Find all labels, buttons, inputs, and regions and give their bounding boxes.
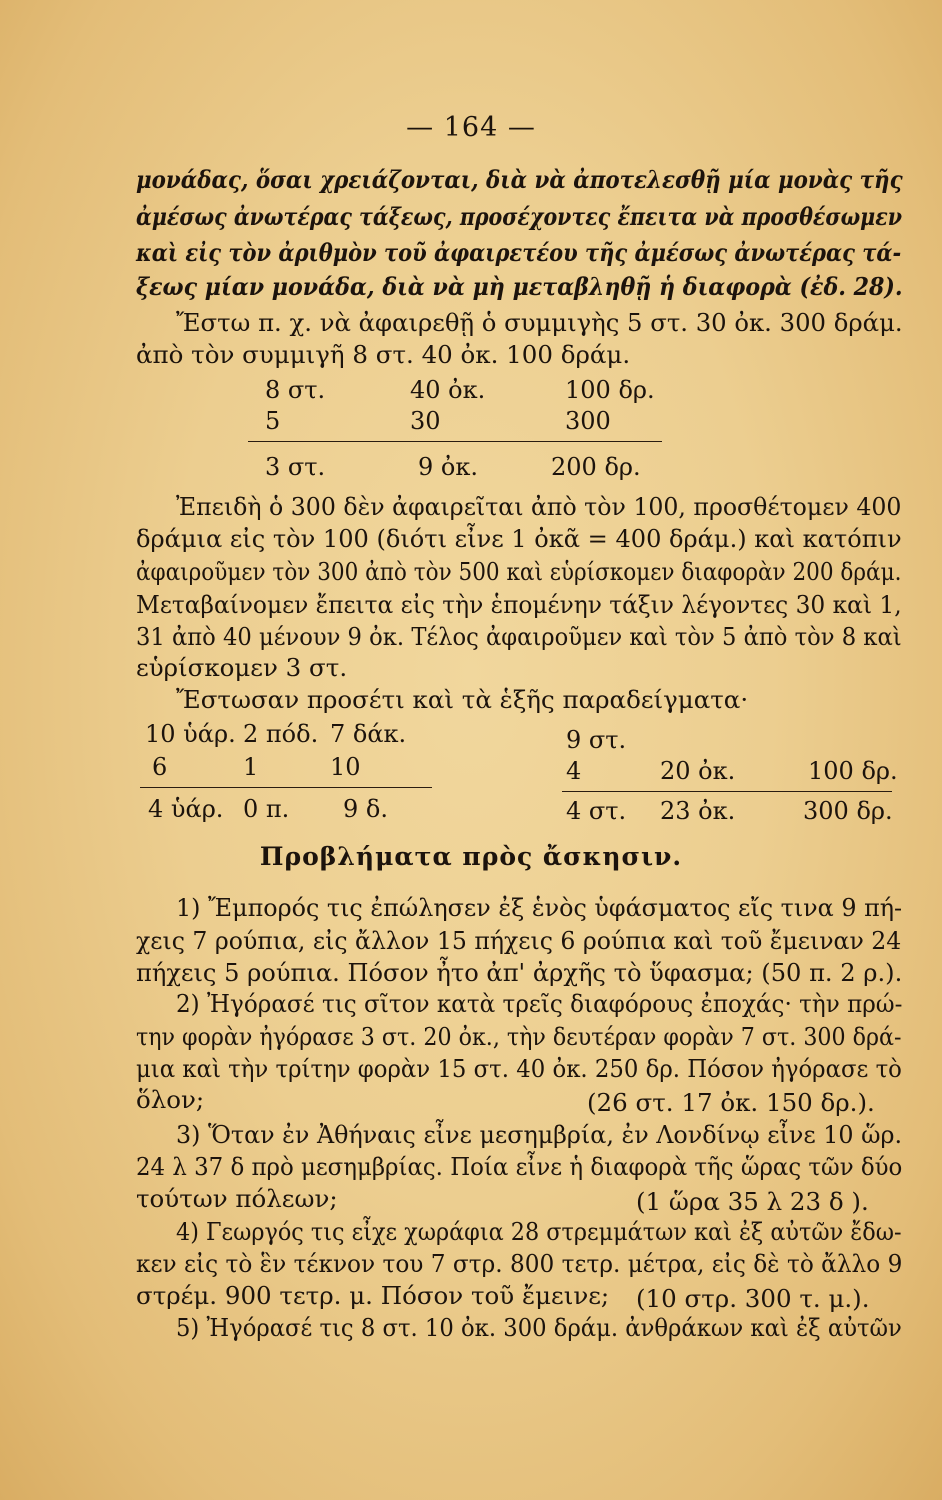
text-line: μονάδας, ὅσαι χρειάζονται, διὰ νὰ ἀποτελεσθῇ μία μονὰς τῆς <box>136 165 903 194</box>
table-cell: 100 δρ. <box>565 376 655 404</box>
table-cell: 6 <box>152 753 168 781</box>
text-line: ἀφαιροῦμεν τὸν 300 ἀπὸ τὸν 500 καὶ εὑρίσκομεν διαφορὰν 200 δράμ. <box>136 557 902 586</box>
table-cell: 23 ὀκ. <box>660 797 736 825</box>
text-line: Μεταβαίνομεν ἔπειτα εἰς τὴν ἑπομένην τάξιν λέγοντες 30 καὶ 1, <box>136 590 902 619</box>
text-line: 1) Ἔμπορός τις ἐπώλησεν ἐξ ἑνὸς ὑφάσματος εἴς τινα 9 πή- <box>176 893 903 922</box>
text-line: ὅλον; <box>136 1085 205 1114</box>
table-cell: 300 δρ. <box>803 797 893 825</box>
table-cell: 9 ὀκ. <box>418 453 478 481</box>
subtraction-rule <box>562 791 892 792</box>
table-cell: 8 στ. <box>265 376 326 404</box>
table-cell: 40 ὀκ. <box>410 376 486 404</box>
text-line: μια καὶ τὴν τρίτην φορὰν 15 στ. 40 ὀκ. 250 δρ. Πόσον ἠγόρασε τὸ <box>136 1054 902 1083</box>
table-cell: 1 <box>243 753 259 781</box>
table-cell: 5 <box>265 407 281 435</box>
table-cell: 3 στ. <box>265 453 326 481</box>
text-line: ἀμέσως ἀνωτέρας τάξεως, προσέχοντες ἔπειτα νὰ προσθέσωμεν <box>136 202 902 231</box>
answer: (1 ὥρα 35 λ 23 δ ). <box>636 1187 869 1216</box>
text-line: τούτων πόλεων; <box>136 1184 338 1213</box>
text-line: πήχεις 5 ρούπια. Πόσον ἦτο ἀπ' ἀρχῆς τὸ ὕφασμα; (50 π. 2 ρ.). <box>136 958 903 987</box>
page-number: — 164 — <box>406 112 536 143</box>
table-cell: 20 ὀκ. <box>660 757 736 785</box>
answer: (26 στ. 17 ὀκ. 150 δρ.). <box>587 1088 875 1117</box>
table-cell: 0 π. <box>243 795 290 823</box>
text-line: εὑρίσκομεν 3 στ. <box>136 653 348 682</box>
text-line: καὶ εἰς τὸν ἀριθμὸν τοῦ ἀφαιρετέου τῆς ἀμέσως ἀνωτέρας τά- <box>136 238 902 267</box>
text-line: 5) Ἠγόρασέ τις 8 στ. 10 ὀκ. 300 δράμ. ἀνθράκων καὶ ἐξ αὐτῶν <box>176 1313 902 1342</box>
text-line: δράμια εἰς τὸν 100 (διότι εἶνε 1 ὀκᾶ = 400 δράμ.) καὶ κατόπιν <box>136 524 902 553</box>
text-line: 2) Ἠγόρασέ τις σῖτον κατὰ τρεῖς διαφόρους ἐποχάς· τὴν πρώ- <box>176 989 903 1018</box>
table-cell: 9 δ. <box>343 795 388 823</box>
table-cell: 4 <box>566 757 582 785</box>
table-cell: 100 δρ. <box>808 757 898 785</box>
text-line: Ἐπειδὴ ὁ 300 δὲν ἀφαιρεῖται ἀπὸ τὸν 100, προσθέτομεν 400 <box>176 492 902 521</box>
table-cell: 300 <box>565 407 611 435</box>
section-heading: Προβλήματα πρὸς ἄσκησιν. <box>259 842 683 871</box>
table-cell: 10 <box>330 753 361 781</box>
answer: (10 στρ. 300 τ. μ.). <box>636 1284 870 1313</box>
text-line: Ἔστω π. χ. νὰ ἀφαιρεθῇ ὁ συμμιγὴς 5 στ. 30 ὀκ. 300 δράμ. <box>176 308 903 337</box>
table-cell: 4 ὑάρ. <box>148 795 224 823</box>
table-cell: 10 ὑάρ. <box>145 720 236 748</box>
subtraction-rule <box>248 441 662 442</box>
text-line: Ἔστωσαν προσέτι καὶ τὰ ἑξῆς παραδείγματα· <box>176 685 749 714</box>
table-cell: 200 δρ. <box>551 453 641 481</box>
subtraction-rule <box>140 787 432 788</box>
table-cell: 7 δάκ. <box>330 720 407 748</box>
text-line: χεις 7 ρούπια, εἰς ἄλλον 15 πήχεις 6 ρούπια καὶ τοῦ ἔμειναν 24 <box>136 926 902 955</box>
text-line: κεν εἰς τὸ ἓν τέκνον του 7 στρ. 800 τετρ. μέτρα, εἰς δὲ τὸ ἄλλο 9 <box>136 1249 903 1278</box>
text-line: ἀπὸ τὸν συμμιγῆ 8 στ. 40 ὀκ. 100 δράμ. <box>136 340 631 369</box>
text-line: 31 ἀπὸ 40 μένουν 9 ὀκ. Τέλος ἀφαιροῦμεν καὶ τὸν 5 ἀπὸ τὸν 8 καὶ <box>136 622 902 651</box>
text-line: στρέμ. 900 τετρ. μ. Πόσον τοῦ ἔμεινε; <box>136 1281 610 1310</box>
table-cell: 9 στ. <box>566 726 627 754</box>
table-cell: 2 πόδ. <box>243 720 319 748</box>
text-line: ξεως μίαν μονάδα, διὰ νὰ μὴ μεταβληθῇ ἡ διαφορὰ (ἐδ. 28). <box>136 272 903 301</box>
text-line: 3) Ὅταν ἐν Ἀθήναις εἶνε μεσημβρία, ἐν Λονδίνῳ εἶνε 10 ὥρ. <box>176 1120 903 1149</box>
text-line: 24 λ 37 δ πρὸ μεσημβρίας. Ποία εἶνε ἡ διαφορὰ τῆς ὥρας τῶν δύο <box>136 1152 903 1181</box>
text-line: την φορὰν ἠγόρασε 3 στ. 20 ὀκ., τὴν δευτέραν φορὰν 7 στ. 300 δρά- <box>136 1022 902 1051</box>
table-cell: 4 στ. <box>566 797 627 825</box>
table-cell: 30 <box>410 407 441 435</box>
text-line: 4) Γεωργός τις εἶχε χωράφια 28 στρεμμάτων καὶ ἐξ αὐτῶν ἔδω- <box>176 1217 902 1246</box>
